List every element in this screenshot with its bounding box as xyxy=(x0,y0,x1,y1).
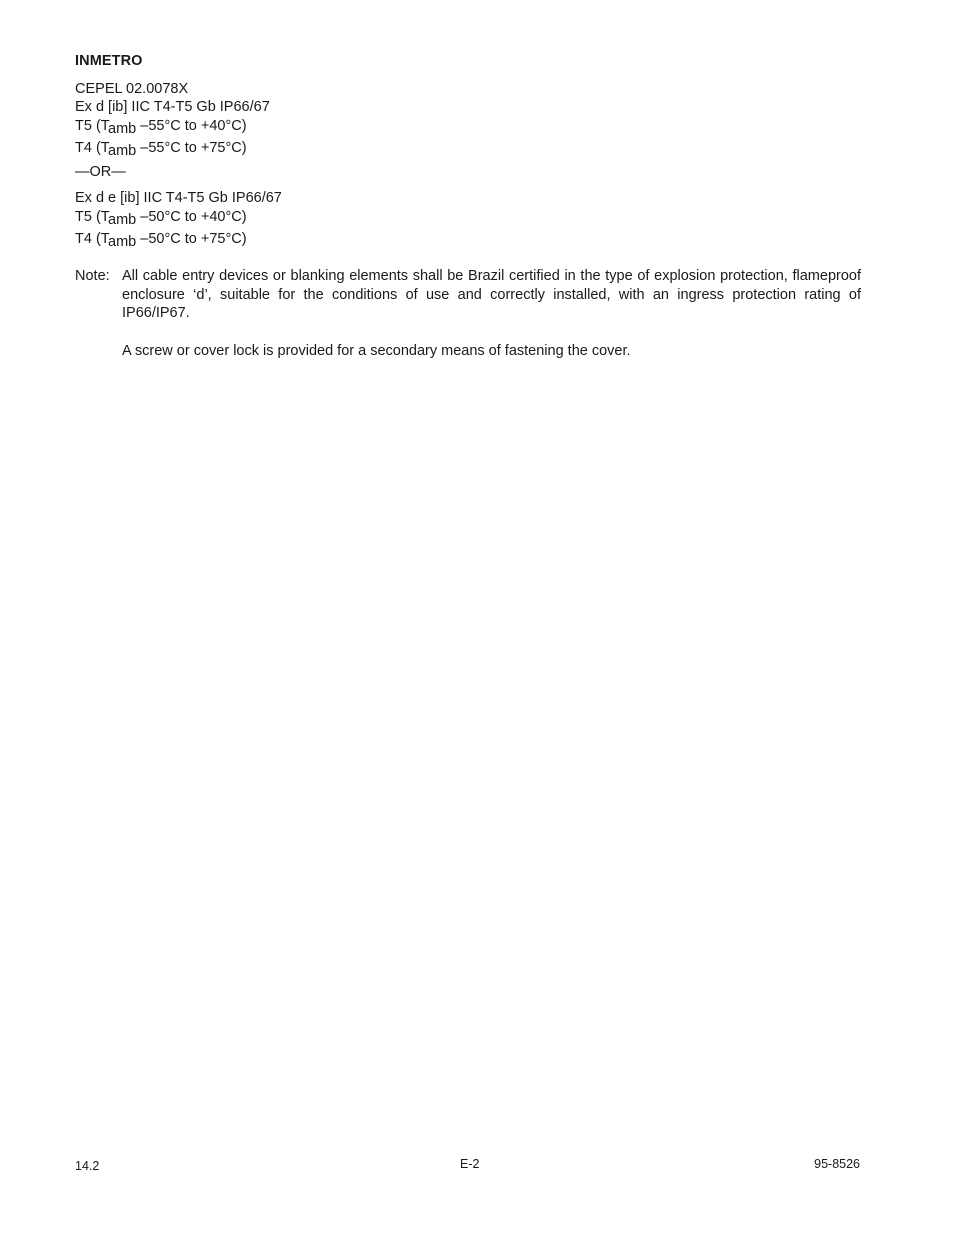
temp-class-t5-b xyxy=(75,208,247,226)
or-separator: —OR— xyxy=(75,164,126,180)
temp-range: –55°C to +40°C) xyxy=(136,118,247,134)
note-label: Note: xyxy=(75,268,110,284)
marking-line-2: Ex d e [ib] IIC T4-T5 Gb IP66/67 xyxy=(75,190,282,206)
temp-prefix: T4 (T xyxy=(75,231,109,247)
footer-page-number: E-2 xyxy=(460,1157,480,1171)
temp-range: –50°C to +40°C) xyxy=(136,209,247,225)
temp-subscript: amb xyxy=(108,121,137,137)
note-paragraph-2: A screw or cover lock is provided for a secondary means of fastening the cover. xyxy=(122,343,631,359)
temp-subscript: amb xyxy=(108,143,137,159)
note-paragraph-1: All cable entry devices or blanking elements shall be Brazil certified in the type of explosion protection, flameproof enclosure ‘d’, suitable for the conditions of use and correctly installed, with an ingress protection rating of IP66/IP67. xyxy=(122,268,861,321)
temp-subscript: amb xyxy=(108,212,137,228)
temp-subscript: amb xyxy=(108,234,137,250)
temp-class-t5-a xyxy=(75,117,247,135)
temp-range: –55°C to +75°C) xyxy=(136,140,247,156)
section-heading: INMETRO xyxy=(75,53,143,69)
footer-document-number: 95-8526 xyxy=(814,1157,860,1171)
footer-revision: 14.2 xyxy=(75,1159,100,1173)
temp-class-t4-a xyxy=(75,139,247,157)
temp-range: –50°C to +75°C) xyxy=(136,231,247,247)
temp-prefix: T4 (T xyxy=(75,140,109,156)
marking-line-1: Ex d [ib] IIC T4-T5 Gb IP66/67 xyxy=(75,99,270,115)
cert-number: CEPEL 02.0078X xyxy=(75,81,189,97)
temp-class-t4-b xyxy=(75,230,247,248)
note-block xyxy=(75,267,861,323)
temp-prefix: T5 (T xyxy=(75,118,109,134)
temp-prefix: T5 (T xyxy=(75,209,109,225)
